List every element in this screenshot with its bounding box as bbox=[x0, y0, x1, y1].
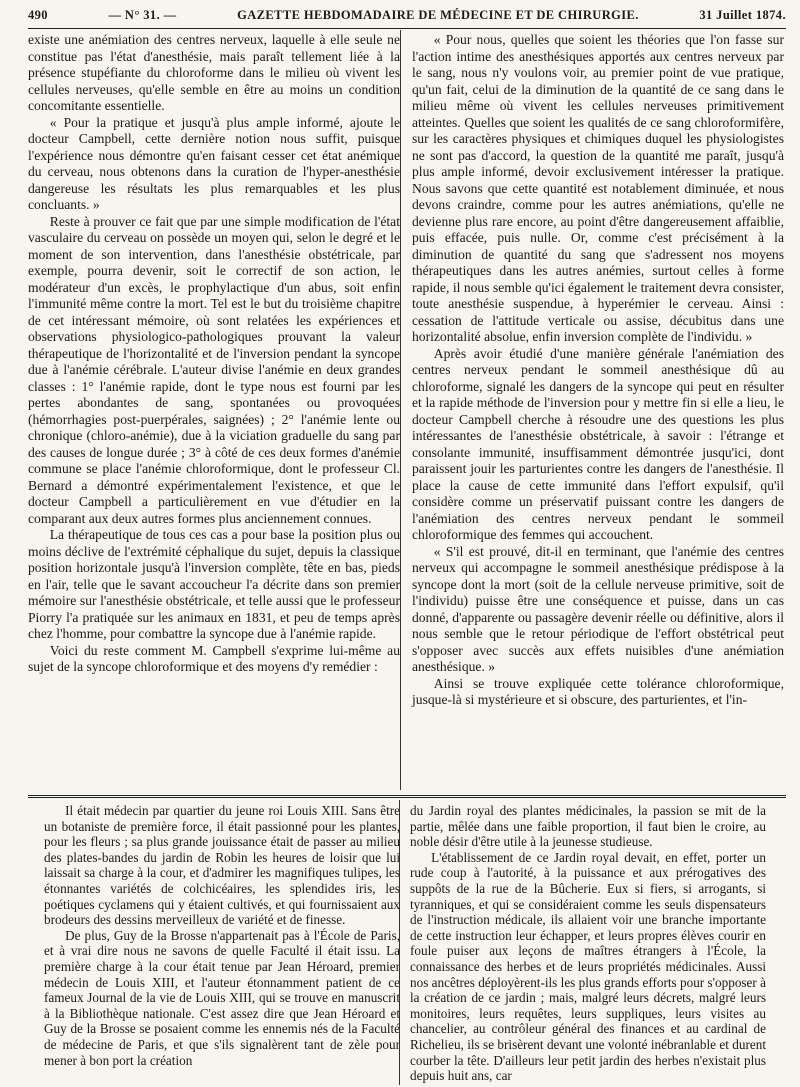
paragraph: La thérapeutique de tous ces cas a pour base la position plus ou moins déclive de l'extrémité céphalique du sujet, depuis la classique position horizontale jusqu'à l'inversion complète, tête en bas, pieds en l'air, telle que le savant accoucheur l'a décrite dans son premier mémoire sur l'anesthésie obstétricale, et telle aussi que le professeur Piorry l'a pratiquée sur les animaux en 1831, et peu de temps après chez l'homme, pour combattre la syncope due à l'anémie rapide. bbox=[28, 527, 400, 641]
page-header bbox=[28, 4, 786, 26]
paragraph: L'établissement de ce Jardin royal devait, en effet, porter un rude coup à l'autorité, à la puissance et aux prérogatives des suppôts de la rue de la Bûcherie. Eux si fiers, si arrogants, si tyranniques, et qui se considéraient comme les seuls dispensateurs de l'instruction médicale, ils allaient voir une branche importante de cette instruction leur échapper, et leurs propres élèves courir en foule puiser aux leçons de maîtres étrangers à l'École, la connaissance des herbes et de leurs propriétés médicinales. Aussi nos ancêtres déployèrent-ils les plus grands efforts pour s'opposer à la création de ce jardin ; mais, malgré leurs décrets, malgré leurs monitoires, leurs requêtes, leurs suppliques, leurs visites au chancelier, au contrôleur général des finances et au cardinal de Richelieu, ils se brisèrent devant une volonté inébranlable et durent courber la tête. D'ailleurs leur petit jardin des herbes n'existait plus depuis huit ans, car bbox=[410, 849, 766, 1084]
paragraph: Reste à prouver ce fait que par une simple modification de l'état vasculaire du cerveau on possède un moyen qui, selon le degré et le moment de son intervention, dans l'anesthésie obstétricale, par exemple, pourra devenir, soit le correctif de son action, le modérateur d'un excès, le prophylactique d'un abus, soit enfin l'immunité même contre la mort. Tel est le but du troisième chapitre de cet intéressant mémoire, où sont relatées les expériences et observations physiologico-pathologiques prouvant la valeur thérapeutique de l'horizontalité et de l'inversion pendant la syncope due à l'anémie cérébrale. L'auteur divise l'anémie en deux grandes classes : 1° l'anémie rapide, dont le type nous est fourni par les pertes abondantes de sang, spontanées ou provoquées (hémorrhagies post-puerpérales, saignées) ; 2° l'anémie lente ou chronique (chloro-anémie), due à la viciation graduelle du sang par des causes de longue durée ; 3° à côté de ces deux formes d'anémie commune se place l'anémie chloroformique, dont le professeur Cl. Bernard a démontré expérimentalement l'existence, et que le docteur Campbell a particulièrement en vue d'étudier en la comparant aux deux autres formes plus anciennement connues. bbox=[28, 213, 400, 526]
column-divider bbox=[399, 800, 400, 1085]
paragraph: Voici du reste comment M. Campbell s'exprime lui-même au sujet de la syncope chloroformique et des moyens d'y remédier : bbox=[28, 642, 400, 674]
issue-date: 31 Juillet 1874. bbox=[699, 7, 786, 22]
column-divider bbox=[400, 30, 401, 790]
lower-right-column bbox=[410, 803, 766, 1084]
paragraph: Ainsi se trouve expliquée cette tolérance chloroformique, jusque-là si mystérieure et si obscure, des parturientes, et l'in- bbox=[412, 675, 784, 707]
header-rule bbox=[28, 28, 786, 29]
upper-right-column bbox=[412, 32, 784, 709]
paragraph: existe une anémiation des centres nerveux, laquelle à elle seule ne constitue pas l'état d'anesthésie, mais paraît tellement liée à la présence stupéfiante du chloroforme dans le milieu où vivent les cellules nerveuses, qu'elle semble en être au moins un condition concomitante essentielle. bbox=[28, 32, 400, 113]
paragraph: « Pour la pratique et jusqu'à plus ample informé, ajoute le docteur Campbell, cette dernière notion nous suffit, puisque l'expérience nous démontre qu'en faisant cesser cet état anémique du cerveau, nous obtenons dans la curation de l'hyper-anesthésie dangereuse les résultats les plus remarquables et les plus concluants. » bbox=[28, 114, 400, 212]
lower-left-column bbox=[44, 803, 400, 1068]
feuilleton-rule bbox=[28, 795, 786, 800]
page-number: 490 bbox=[28, 7, 48, 22]
paragraph: Après avoir étudié d'une manière générale l'anémiation des centres nerveux pendant le sommeil anesthésique dû au chloroforme, signalé les dangers de la syncope qui peut en résulter et la rapide méthode de l'inversion pour y mettre fin si elle a lieu, le docteur Campbell cherche à résoudre une des questions les plus intéressantes de l'anesthésie obstétricale, à savoir : l'étrange et consolante immunité, insuffisamment démontrée jusqu'ici, dont paraissent jouir les parturientes contre les dangers de l'anesthésie. Il place la cause de cette immunité dans l'effort expulsif, qu'il considère comme un préservatif puissant contre les dangers de l'anémiation des centres nerveux pendant le sommeil chloroformique des femmes qui accouchent. bbox=[412, 345, 784, 542]
issue-number: — N° 31. — bbox=[108, 7, 177, 22]
paragraph: « Pour nous, quelles que soient les théories que l'on fasse sur l'action intime des anesthésiques apportés aux centres nerveux par le sang, nous n'y voulons voir, au premier point de vue pratique, qu'un fait, celui de la diminution de la quantité de ce sang dans le milieu même où vivent les cellules nerveuses primitivement atteintes. Quelles que soient les qualités de ce sang chloroformifère, sur les caractères physiques et chimiques duquel les physiologistes ne sont pas d'accord, la question de la quantité me paraît, jusqu'à plus ample informé, devoir exclusivement intéresser la pratique. Nous savons que cette quantité est notablement diminuée, et nous devons craindre, comme pour les autres anémiations, qu'elle ne devienne plus rare encore, au point d'être dangereusement affaiblie, puis effacée, puis nulle. Or, comme c'est précisément à la diminution de quantité du sang que s'adressent nos moyens thérapeutiques dans les autres anémies, surtout celles à forme rapide, il nous semble qu'ici également le traitement devra consister, toute anesthésie suspendue, à hyperémier le cerveau. Ainsi : cessation de l'attitude verticale ou assise, décubitus dans une horizontalité absolue, enfin inversion complète de l'individu. » bbox=[412, 32, 784, 344]
paragraph: Il était médecin par quartier du jeune roi Louis XIII. Sans être un botaniste de première force, il était passionné pour les plantes, pour les fleurs ; sa plus grande jouissance était de passer au milieu des plates-bandes du jardin de Robin les heures de loisir que lui laissait sa charge à la cour, et d'admirer les magnifiques tulipes, les étonnantes variétés de colchicéaires, les splendides iris, les poétiques cyclamens qui y étaient cultivés, et qui fournissaient aux brodeurs des dessins merveilleux de variété et de finesse. bbox=[44, 803, 400, 928]
paragraph: De plus, Guy de la Brosse n'appartenait pas à l'École de Paris, et à vrai dire nous ne savons de quelle Faculté il était issu. La première charge à la cour était tenue par Jean Héroard, premier médecin de Louis XIII, et l'auteur étonnamment patient de ce fameux Journal de la vie de Louis XIII, qui se trouve en manuscrit à la Bibliothèque nationale. C'est assez dire que Jean Héroard et Guy de la Brosse se posaient comme les ennemis nés de la Faculté de médecine de Paris, et que s'ils signalèrent tant de zèle pour mener à bon port la création bbox=[44, 927, 400, 1068]
paragraph: « S'il est prouvé, dit-il en terminant, que l'anémie des centres nerveux qui accompagne le sommeil anesthésique prédispose à la syncope dont la mort (soit de la cellule nerveuse primitive, soit de l'individu) puisse être une conséquence et puisse, dans un cas donné, d'apparente ou passagère devenir réelle ou définitive, alors il nous semble que le retour périodique de l'effort obstétrical peut s'opposer avec succès aux effets nuisibles d'une anémiation anesthésique. » bbox=[412, 543, 784, 674]
upper-left-column bbox=[28, 32, 400, 676]
paragraph: du Jardin royal des plantes médicinales, la passion se mit de la partie, mêlée dans une faible proportion, il faut bien le croire, au noble désir d'être utile à la jeunesse studieuse. bbox=[410, 803, 766, 850]
journal-title: GAZETTE HEBDOMADAIRE DE MÉDECINE ET DE CHIRURGIE. bbox=[237, 7, 639, 22]
